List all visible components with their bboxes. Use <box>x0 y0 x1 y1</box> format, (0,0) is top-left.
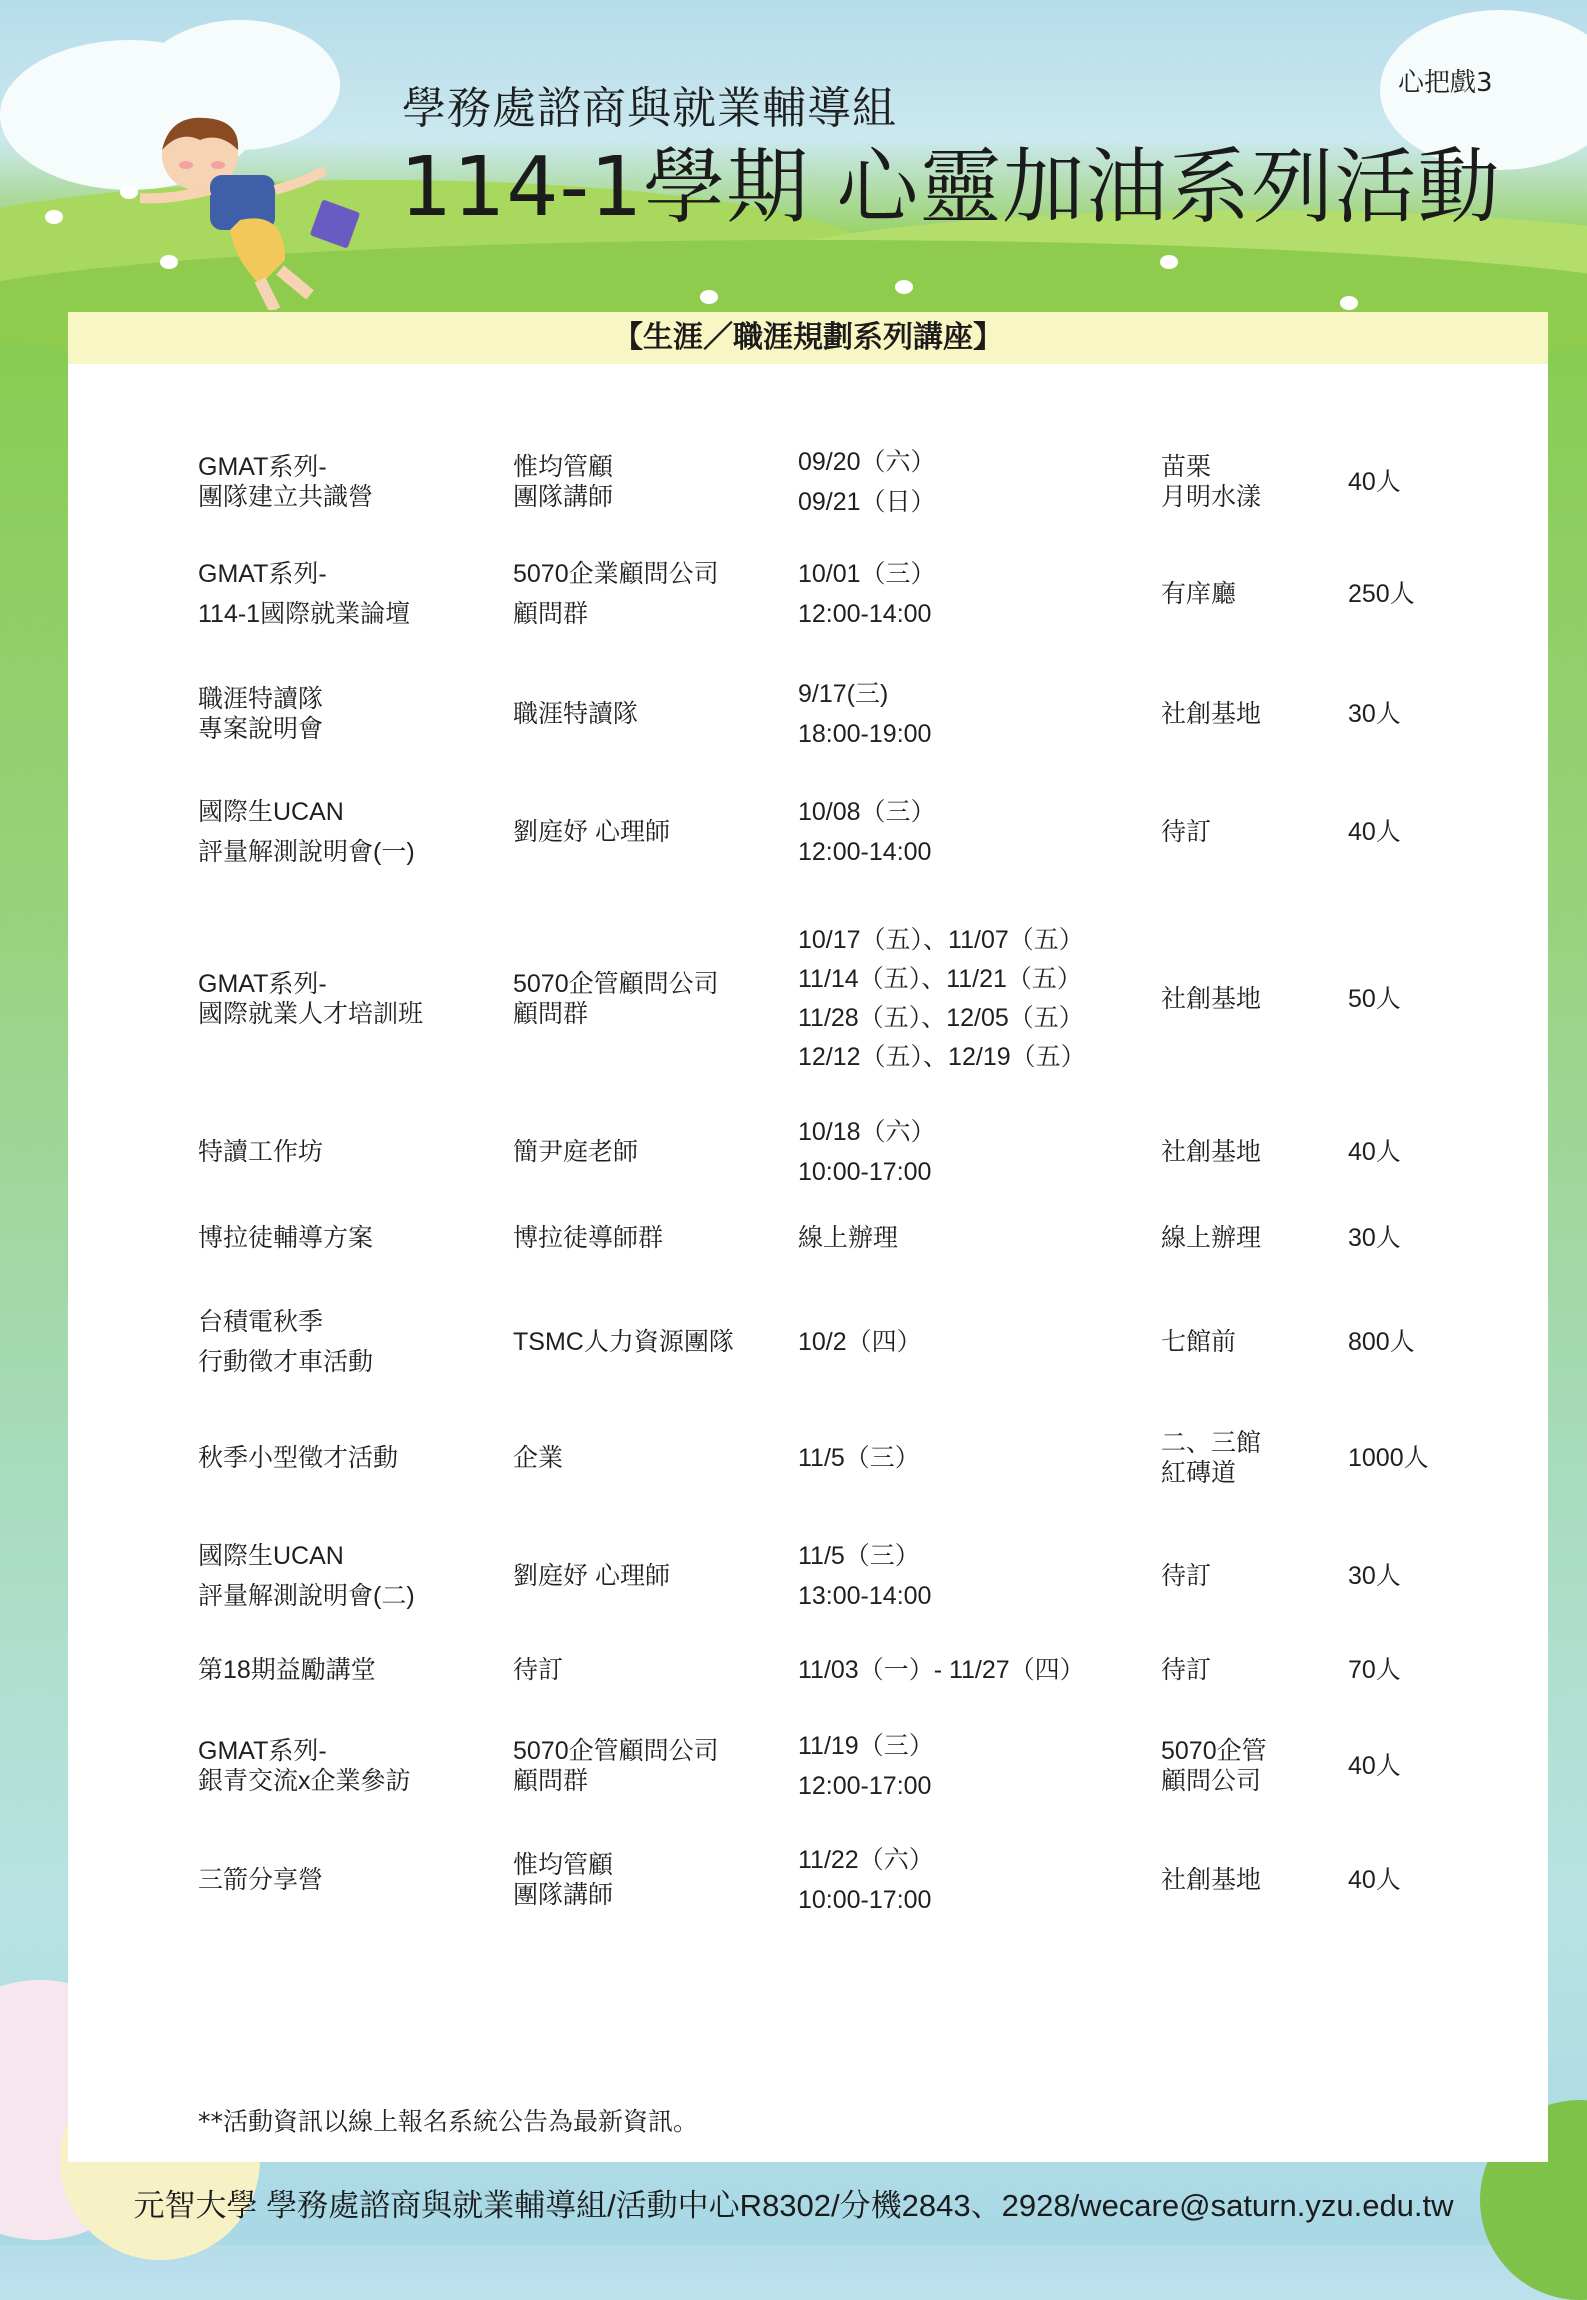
cell-line: 09/20（六） <box>798 448 936 476</box>
cell-count <box>1348 817 1498 847</box>
cell-line: 特讀工作坊 <box>198 1138 324 1166</box>
footnote: **活動資訊以線上報名系統公告為最新資訊。 <box>198 2107 699 2136</box>
cell-count <box>1348 467 1498 497</box>
contact-footer: 元智大學 學務處諮商與就業輔導組/活動中心R8302/分機2843、2928/wecare@saturn.yzu.edu.tw <box>133 2188 1454 2223</box>
cell-line: 30人 <box>1348 700 1401 728</box>
cell-line: 台積電秋季 <box>198 1308 324 1336</box>
cell-line: 18:00-19:00 <box>798 720 932 748</box>
cell-line: 12:00-14:00 <box>798 600 932 628</box>
cell-line: 1000人 <box>1348 1444 1429 1472</box>
cell-speaker <box>513 817 783 847</box>
cell-line: 12:00-14:00 <box>798 838 932 866</box>
cell-speaker <box>513 1850 783 1910</box>
cell-line: 簡尹庭老師 <box>513 1138 639 1166</box>
cell-line: 5070企管 <box>1161 1737 1267 1765</box>
cell-line: 11/14（五）、11/21（五） <box>798 965 1082 993</box>
cell-speaker <box>513 1223 783 1253</box>
cell-line: GMAT系列- <box>198 970 327 998</box>
cell-count <box>1348 1137 1498 1167</box>
cell-line: 114-1國際就業論壇 <box>198 600 411 628</box>
cell-time <box>798 442 1138 522</box>
cell-time <box>798 1112 1138 1192</box>
cell-place <box>1161 1561 1321 1591</box>
cell-line: 800人 <box>1348 1328 1415 1356</box>
cell-time <box>798 1536 1138 1616</box>
cell-line: 顧問群 <box>513 1000 589 1028</box>
cell-line: 30人 <box>1348 1224 1401 1252</box>
cell-line: 月明水漾 <box>1161 483 1262 511</box>
flower-decoration <box>1160 255 1178 269</box>
cell-line: 5070企業顧問公司 <box>513 560 719 588</box>
cell-line: 博拉徒導師群 <box>513 1224 664 1252</box>
cell-line: 70人 <box>1348 1656 1401 1684</box>
cell-name <box>198 1536 498 1616</box>
cell-line: 5070企管顧問公司 <box>513 970 719 998</box>
cell-line: 銀青交流x企業參訪 <box>198 1767 411 1795</box>
cell-time <box>798 1327 1138 1357</box>
cell-line: 社創基地 <box>1161 1138 1262 1166</box>
cell-place <box>1161 817 1321 847</box>
cell-line: 40人 <box>1348 818 1401 846</box>
cell-name <box>198 1223 498 1253</box>
cell-place <box>1161 452 1321 512</box>
cell-speaker <box>513 1137 783 1167</box>
cell-line: 10/2（四） <box>798 1328 922 1356</box>
cell-count <box>1348 1751 1498 1781</box>
cell-line: 惟均管顧 <box>513 1851 614 1879</box>
cell-place <box>1161 579 1321 609</box>
table-row <box>68 1542 1548 1610</box>
cell-line: 惟均管顧 <box>513 453 614 481</box>
cell-line: GMAT系列- <box>198 453 327 481</box>
cell-name <box>198 1865 498 1895</box>
flower-decoration <box>45 210 63 224</box>
table-row <box>68 1428 1548 1488</box>
cell-line: 顧問群 <box>513 600 589 628</box>
cell-time <box>798 921 1138 1077</box>
cell-name <box>198 554 498 634</box>
cell-line: 國際就業人才培訓班 <box>198 1000 424 1028</box>
cell-line: 待訂 <box>1161 1562 1212 1590</box>
cell-speaker <box>513 1561 783 1591</box>
cell-line: 線上辦理 <box>1161 1224 1262 1252</box>
cell-line: 線上辦理 <box>798 1224 899 1252</box>
cell-time <box>798 674 1138 754</box>
cell-place <box>1161 1736 1321 1796</box>
cell-line: 10/18（六） <box>798 1118 936 1146</box>
cell-line: GMAT系列- <box>198 1737 327 1765</box>
cell-name <box>198 1302 498 1382</box>
cell-count <box>1348 1443 1498 1473</box>
cell-line: 11/5（三） <box>798 1444 920 1472</box>
cell-line: 50人 <box>1348 985 1401 1013</box>
cell-line: 待訂 <box>1161 818 1212 846</box>
cell-line: GMAT系列- <box>198 560 327 588</box>
cell-line: 三箭分享營 <box>198 1866 324 1894</box>
cell-count <box>1348 699 1498 729</box>
table-row <box>68 798 1548 866</box>
cell-time <box>798 1726 1138 1806</box>
cell-line: 劉庭妤 心理師 <box>513 818 670 846</box>
cell-name <box>198 452 498 512</box>
cell-line: 劉庭妤 心理師 <box>513 1562 670 1590</box>
cell-name <box>198 684 498 744</box>
child-illustration <box>110 110 360 310</box>
cell-time <box>798 792 1138 872</box>
cell-line: 10:00-17:00 <box>798 1158 932 1186</box>
cell-speaker <box>513 452 783 512</box>
cell-count <box>1348 1327 1498 1357</box>
cell-line: 9/17(三) <box>798 680 889 708</box>
flower-decoration <box>1340 296 1358 310</box>
table-row <box>68 1118 1548 1186</box>
cell-line: 評量解測說明會(一) <box>198 838 415 866</box>
cell-count <box>1348 984 1498 1014</box>
activity-panel <box>68 312 1548 2162</box>
cell-time <box>798 1655 1138 1685</box>
cell-place <box>1161 1655 1321 1685</box>
cell-place <box>1161 1223 1321 1253</box>
cell-line: 10/01（三） <box>798 560 936 588</box>
cell-line: TSMC人力資源團隊 <box>513 1328 734 1356</box>
cell-line: 待訂 <box>1161 1656 1212 1684</box>
cell-line: 團隊講師 <box>513 483 614 511</box>
cell-speaker <box>513 1736 783 1796</box>
cell-speaker <box>513 554 783 634</box>
cell-line: 行動徵才車活動 <box>198 1348 374 1376</box>
cell-name <box>198 1443 498 1473</box>
cell-line: 11/5（三） <box>798 1542 920 1570</box>
cell-line: 博拉徒輔導方案 <box>198 1224 374 1252</box>
table-row <box>68 1218 1548 1258</box>
cell-line: 11/22（六） <box>798 1846 934 1874</box>
cell-line: 有庠廳 <box>1161 580 1237 608</box>
cell-line: 社創基地 <box>1161 700 1262 728</box>
table-row <box>68 924 1548 1074</box>
cell-line: 職涯特讀隊 <box>198 685 324 713</box>
cell-line: 250人 <box>1348 580 1415 608</box>
cell-line: 職涯特讀隊 <box>513 700 639 728</box>
cell-place <box>1161 1327 1321 1357</box>
cell-line: 09/21（日） <box>798 488 936 516</box>
cell-name <box>198 792 498 872</box>
cell-line: 秋季小型徵才活動 <box>198 1444 399 1472</box>
page-title: 114-1學期 心靈加油系列活動 <box>400 140 1501 235</box>
cell-name <box>198 1655 498 1685</box>
table-row <box>68 560 1548 628</box>
cell-line: 企業 <box>513 1444 564 1472</box>
cell-speaker <box>513 699 783 729</box>
cell-count <box>1348 1223 1498 1253</box>
cell-speaker <box>513 969 783 1029</box>
table-row <box>68 680 1548 748</box>
flower-decoration <box>895 280 913 294</box>
cell-count <box>1348 579 1498 609</box>
cell-time <box>798 1443 1138 1473</box>
cell-count <box>1348 1561 1498 1591</box>
cell-line: 社創基地 <box>1161 1866 1262 1894</box>
cell-line: 社創基地 <box>1161 985 1262 1013</box>
table-row <box>68 448 1548 516</box>
cell-name <box>198 1137 498 1167</box>
cell-speaker <box>513 1655 783 1685</box>
cell-line: 10/08（三） <box>798 798 936 826</box>
section-title: 【生涯／職涯規劃系列講座】 <box>68 312 1548 364</box>
cell-place <box>1161 1865 1321 1895</box>
cell-line: 11/28（五）、12/05（五） <box>798 1004 1084 1032</box>
cell-line: 11/03（一）- 11/27（四） <box>798 1656 1085 1684</box>
cell-line: 40人 <box>1348 468 1401 496</box>
cell-line: 12/12（五）、12/19（五） <box>798 1043 1086 1071</box>
cell-time <box>798 554 1138 634</box>
cell-count <box>1348 1655 1498 1685</box>
cell-line: 顧問群 <box>513 1767 589 1795</box>
cell-speaker <box>513 1327 783 1357</box>
cell-place <box>1161 1137 1321 1167</box>
cell-count <box>1348 1865 1498 1895</box>
table-row <box>68 1732 1548 1800</box>
cell-speaker <box>513 1443 783 1473</box>
cell-line: 10:00-17:00 <box>798 1886 932 1914</box>
cell-place <box>1161 1428 1321 1488</box>
flower-decoration <box>700 290 718 304</box>
cell-line: 二、三館 <box>1161 1429 1262 1457</box>
cell-line: 12:00-17:00 <box>798 1772 932 1800</box>
cell-line: 第18期益勵講堂 <box>198 1656 376 1684</box>
corner-tag: 心把戲3 <box>1398 68 1493 98</box>
cell-time <box>798 1223 1138 1253</box>
cell-name <box>198 969 498 1029</box>
cell-line: 40人 <box>1348 1752 1401 1780</box>
cell-line: 團隊講師 <box>513 1881 614 1909</box>
organization-name: 學務處諮商與就業輔導組 <box>402 83 897 134</box>
cell-line: 紅磚道 <box>1161 1459 1237 1487</box>
cell-line: 5070企管顧問公司 <box>513 1737 719 1765</box>
cell-line: 國際生UCAN <box>198 798 344 826</box>
cell-line: 評量解測說明會(二) <box>198 1582 415 1610</box>
cell-line: 苗栗 <box>1161 453 1212 481</box>
table-row <box>68 1846 1548 1914</box>
table-row <box>68 1650 1548 1690</box>
cell-line: 國際生UCAN <box>198 1542 344 1570</box>
cell-line: 11/19（三） <box>798 1732 934 1760</box>
cell-line: 待訂 <box>513 1656 564 1684</box>
table-row <box>68 1308 1548 1376</box>
cell-line: 10/17（五）、11/07（五） <box>798 926 1084 954</box>
cell-place <box>1161 699 1321 729</box>
cell-line: 30人 <box>1348 1562 1401 1590</box>
cell-line: 專案說明會 <box>198 715 324 743</box>
cell-line: 七館前 <box>1161 1328 1237 1356</box>
cell-line: 團隊建立共識營 <box>198 483 374 511</box>
cell-line: 40人 <box>1348 1138 1401 1166</box>
cell-line: 13:00-14:00 <box>798 1582 932 1610</box>
cell-place <box>1161 984 1321 1014</box>
cell-line: 40人 <box>1348 1866 1401 1894</box>
cell-line: 顧問公司 <box>1161 1767 1262 1795</box>
cell-name <box>198 1736 498 1796</box>
cell-time <box>798 1840 1138 1920</box>
